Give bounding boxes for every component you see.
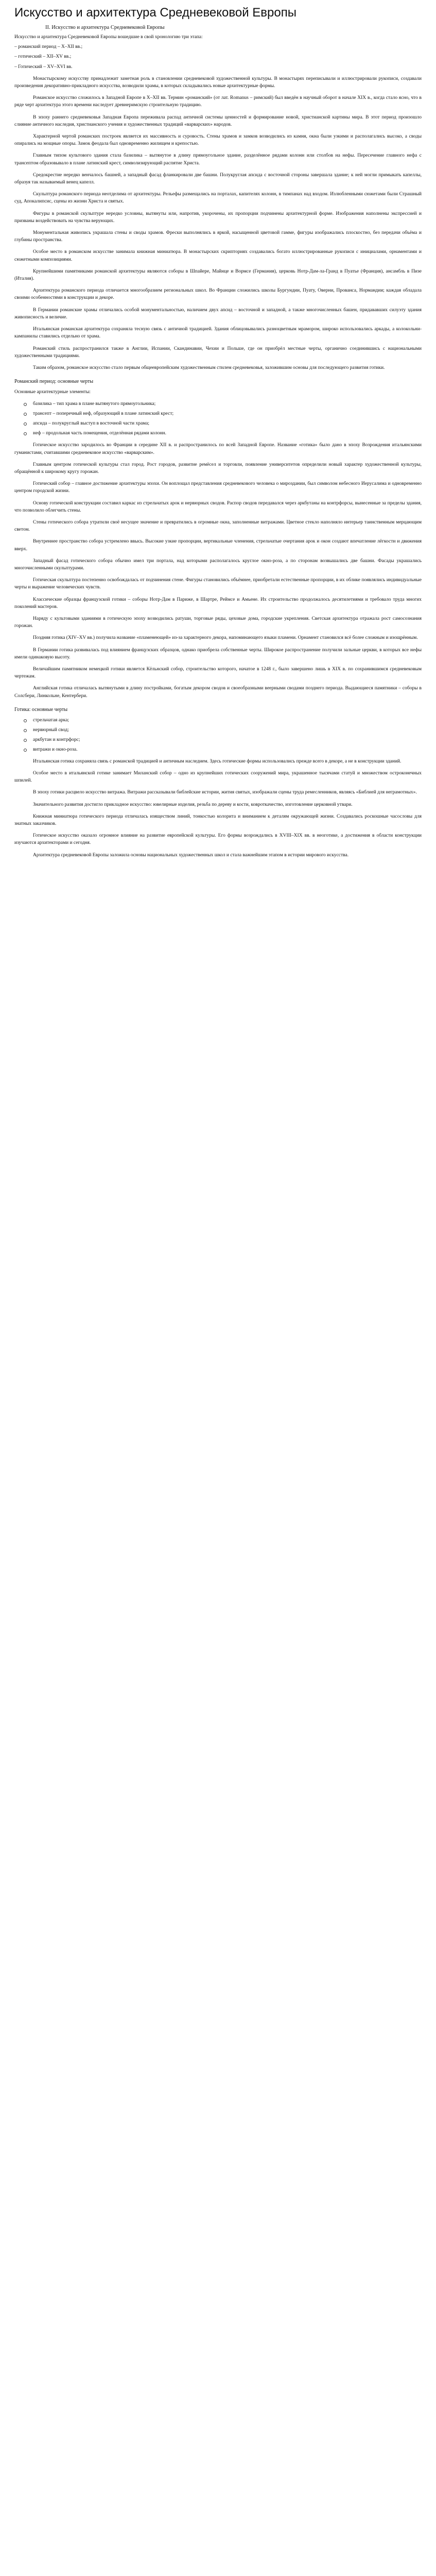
body-paragraph: В эпоху раннего средневековья Западная Европа переживала распад античной системы ценностей и формирование новой, христианской картины мира. В этот период произошло слияние античного наследия, христианского учения и художественных традиций «варварских» народов. [14, 114, 422, 127]
body-paragraph: Романский стиль распространился также в Англии, Испании, Скандинавии, Чехии и Польше, где он приобрёл местные черты, органично соединившись с национальными художественными традициями. [14, 346, 422, 359]
body-paragraphs [14, 75, 422, 371]
body-paragraph: Английская готика отличалась вытянутыми в длину постройками, богатым декором сводов и своеобразными веерными сводами позднего периода. Выдающиеся памятники – соборы в Солсбери, Линкольне, Кентербери. [14, 686, 422, 699]
list-item: витражи и окно-роза. [14, 746, 422, 753]
body-paragraph: Западный фасад готического собора обычно имел три портала, над которыми располагалось круглое окно-роза, а по сторонам возвышались две башни. Фасады украшались многочисленными скульптурами. [14, 558, 422, 571]
body-paragraph: Главным типом культового здания стала базилика – вытянутое в длину прямоугольное здание, разделённое рядами колонн или столбов на нефы. Пересечение главного нефа с трансептом образовывало в плане латинский крест, символизирующий распятие Христа. [14, 153, 422, 166]
bullet-icon [24, 729, 27, 732]
body-paragraph: Готическая скульптура постепенно освобождалась от подчинения стене. Фигуры становились объёмнее, приобретали естественные пропорции, в их облике появлялись индивидуальные черты и выражение человеческих чувств. [14, 578, 422, 590]
closing-heading: Готика: основные черты [14, 706, 68, 713]
body-paragraph: Средокрестие нередко венчалось башней, а западный фасад фланкировали две башни. Полукруглая апсида с восточной стороны завершала здание; к ней могли примыкать капеллы, образуя так называемый венец капелл. [14, 172, 422, 185]
period-item: – Готический – XV–XVI вв. [14, 64, 73, 70]
body-paragraph: Монастырскому искусству принадлежит заметная роль в становлении средневековой художественной культуры. В монастырях переписывали и иллюстрировали рукописи, создавали произведения декоративно-прикладного искусства, возводили храмы, в которых складывались новые архитектурные формы. [14, 76, 422, 89]
body-paragraph: Итальянская романская архитектура сохраняла тесную связь с античной традицией. Здания облицовывались разноцветным мрамором, широко использовались аркады, а колокольни-кампанилы ставились отдельно от храма. [14, 327, 422, 340]
body-paragraph: Книжная миниатюра готического периода отличалась изяществом линий, тонкостью колорита и вниманием к деталям окружающей жизни. Создавались роскошные часословы для знатных заказчиков. [14, 814, 422, 827]
bullet-icon [24, 403, 27, 406]
section-heading: Романский период: основные черты [14, 379, 94, 385]
body-paragraph: Фигуры в романской скульптуре нередко условны, вытянуты или, напротив, укорочены, их пропорции подчинены архитектурной форме. Изображения наполнены экспрессией и призваны воздействовать на чувства верующих. [14, 211, 422, 224]
body-paragraph: Особое место в романском искусстве занимала книжная миниатюра. В монастырских скрипториях создавались богато иллюстрированные рукописи с инициалами, орнаментами и сюжетными композициями. [14, 249, 422, 262]
body-paragraph: Готическое искусство зародилось во Франции в середине XII в. и распространилось по всей Западной Европе. Название «готика» было дано в эпоху Возрождения итальянскими гуманистами, считавшими средневековое искусство «варварским». [14, 443, 422, 455]
body-paragraph: Архитектура средневековой Европы заложила основы национальных художественных школ и стала важнейшим этапом в истории мирового искусства. [33, 852, 349, 858]
period-item: – романский период – X–XII вв.; [14, 44, 83, 50]
body-paragraph: Главным центром готической культуры стал город. Рост городов, развитие ремёсел и торговли, появление университетов определили новый характер художественной культуры, обращённой к широкому кругу горожан. [14, 462, 422, 474]
body-paragraph: Наряду с культовыми зданиями в готическую эпоху возводились ратуши, торговые ряды, цеховые дома, городские укрепления. Светская архитектура отражала рост самосознания горожан. [14, 616, 422, 629]
body-paragraph: Поздняя готика (XIV–XV вв.) получила название «пламенеющей» из-за характерного декора, напоминающего языки пламени. Орнамент становился всё более сложным и изощрённым. [33, 635, 418, 641]
body-paragraph: Крупнейшими памятниками романской архитектуры являются соборы в Шпайере, Майнце и Вормсе (Германия), церковь Нотр-Дам-ла-Гранд в Пуатье (Франция), ансамбль в Пизе (Италия). [14, 268, 422, 282]
bullet-icon [24, 739, 27, 742]
bullet-icon [24, 422, 27, 426]
body-paragraph: Стены готического собора утратили своё несущее значение и превратились в огромные окна, заполненные витражами. Цветное стекло наполняло интерьер таинственным мерцающим светом. [14, 519, 422, 533]
body-paragraph: В Германии готика развивалась под влиянием французских образцов, однако приобрела собственные черты. Широкое распространение получили зальные церкви, в которых все нефы имели одинаковую высоту. [14, 647, 422, 660]
body-paragraphs [14, 758, 422, 859]
body-paragraph: В эпоху готики расцвело искусство витража. Витражи рассказывали библейские истории, жития святых, изображали сцены труда ремесленников, являясь «Библией для неграмотных». [33, 790, 417, 795]
features-heading: Основные архитектурные элементы: [14, 389, 91, 395]
bullet-icon [24, 749, 27, 752]
body-paragraph: Классические образцы французской готики – соборы Нотр-Дам в Париже, в Шартре, Реймсе и Амьене. Их строительство продолжалось десятилетиями и требовало труда многих поколений мастеров. [14, 597, 422, 609]
body-paragraphs [14, 442, 422, 699]
bullet-icon [24, 719, 27, 722]
features-list [14, 400, 422, 437]
body-paragraph: Скульптура романского периода неотделима от архитектуры. Рельефы размещались на порталах, капителях колонн, в тимпанах над входом. Излюбленными сюжетами были Страшный суд, Апокалипсис, сцены из жизни Христа и святых. [14, 192, 422, 205]
body-paragraph: Особое место в итальянской готике занимает Миланский собор – одно из крупнейших готических сооружений мира, украшенное тысячами статуй и множеством остроконечных шпилей. [14, 771, 422, 784]
closing-features-list [14, 717, 422, 753]
body-paragraph: Величайшим памятником немецкой готики является Кёльнский собор, строительство которого, начатое в 1248 г., было завершено лишь в XIX в. по сохранившимся средневековым чертежам. [14, 666, 422, 680]
list-item: базилика – тип храма в плане вытянутого прямоугольника; [14, 400, 422, 408]
body-paragraph: Внутреннее пространство собора устремлено ввысь. Высокие узкие пропорции, вертикальные членения, стрельчатые очертания арок и окон создают впечатление лёгкости и движения вверх. [14, 539, 422, 552]
body-paragraph: Основу готической конструкции составил каркас из стрельчатых арок и нервюрных сводов. Распор сводов передавался через аркбутаны на контрфорсы, вынесенные за пределы здания, что позволило облегчить стены. [14, 500, 422, 513]
toc-heading: II. Искусство и архитектура Средневековой Европы [45, 25, 165, 30]
body-paragraph: Готический собор – главное достижение архитектуры эпохи. Он воплощал представления средневекового человека о мироздании, был символом небесного Иерусалима и одновременно центром городской жизни. [14, 481, 422, 494]
body-paragraph: Архитектура романского периода отличается многообразием региональных школ. Во Франции сложились школы Бургундии, Пуату, Оверни, Прованса, Нормандии; каждая обладала своими особенностями в конструкции и декоре. [14, 288, 422, 301]
body-paragraph: Романское искусство сложилось в Западной Европе в X–XII вв. Термин «романский» (от лат. Romanus – римский) был введён в научный оборот в начале XIX в., когда стало ясно, что в ряде черт архитектура этого времени наследует древнеримскую строительную традицию. [14, 95, 422, 108]
list-item: стрельчатая арка; [14, 717, 422, 724]
body-paragraph: Готическое искусство оказало огромное влияние на развитие европейской культуры. Его формы возрождались в XVIII–XIX вв. в неоготике, а достижения в области конструкции изучаются архитекторами и сегодня. [14, 833, 422, 846]
list-item: апсида – полукруглый выступ в восточной части храма; [14, 420, 422, 427]
list-item: трансепт – поперечный неф, образующий в плане латинский крест; [14, 410, 422, 417]
list-item: неф – продольная часть помещения, отделённая рядами колонн. [14, 430, 422, 437]
body-paragraph: Итальянская готика сохраняла связь с романской традицией и античным наследием. Здесь готические формы использовались прежде всего в декоре, а не в конструкции зданий. [33, 758, 402, 764]
period-item: – готический – XII–XV вв.; [14, 54, 72, 60]
bullet-icon [24, 413, 27, 416]
page-title: Искусство и архитектура Средневековой Европы [14, 6, 297, 20]
body-paragraph: Характерной чертой романских построек является их массивность и суровость. Стены храмов и замков возводились из камня, окна были узкими и располагались высоко, а своды опирались на мощные опоры. Замок феодала был одновременно жилищем и крепостью. [14, 134, 422, 147]
body-paragraph: Таким образом, романское искусство стало первым общеевропейским художественным стилем средневековья, заложившим основы для последующего развития готики. [33, 365, 385, 370]
list-item: аркбутан и контрфорс; [14, 736, 422, 743]
body-paragraph: Значительного развития достигло прикладное искусство: ювелирные изделия, резьба по дереву и кости, ковроткачество, изготовление церковной утвари. [33, 802, 353, 807]
body-paragraph: Монументальная живопись украшала стены и своды храмов. Фрески выполнялись в яркой, насыщенной цветовой гамме, фигуры изображались плоскостно, без передачи объёма и глубины пространства. [14, 230, 422, 243]
intro-paragraph: Искусство и архитектура Средневековой Европы вошедшие в свой хронологию три этапа: [14, 35, 203, 40]
document [0, 0, 436, 859]
body-paragraph: В Германии романские храмы отличались особой монументальностью, наличием двух апсид – восточной и западной, а также многочисленных башен, придававших силуэту здания живописность и величие. [14, 307, 422, 320]
list-item: нервюрный свод; [14, 726, 422, 734]
bullet-icon [24, 432, 27, 435]
